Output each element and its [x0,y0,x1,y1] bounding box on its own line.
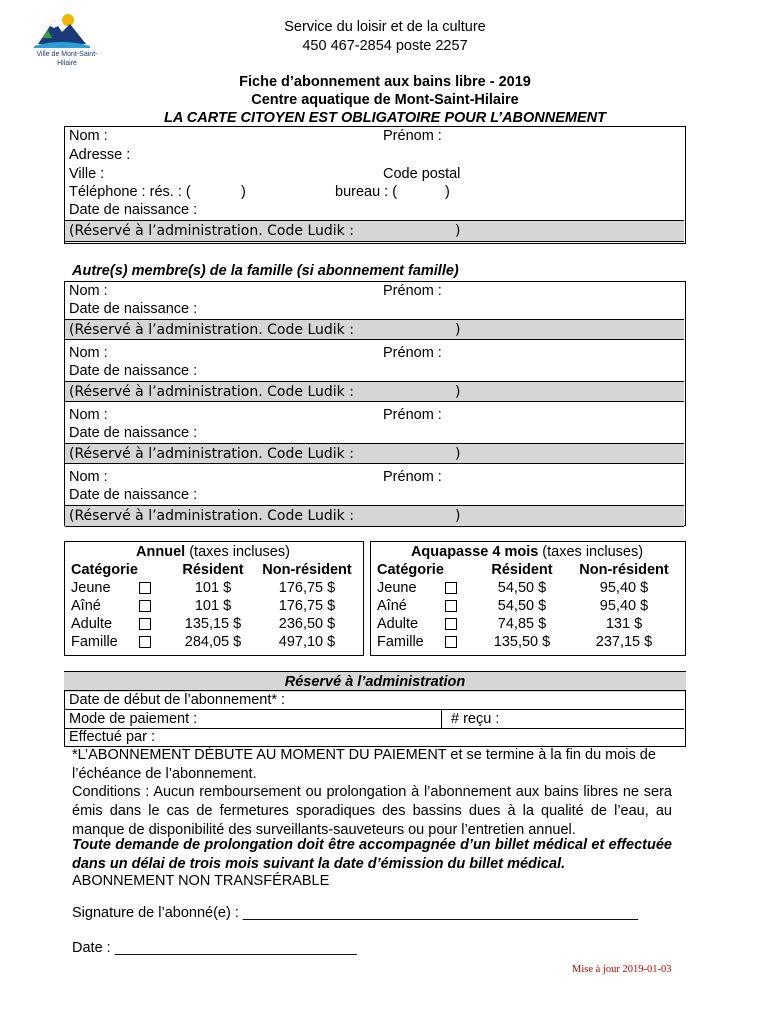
terms-non-transferable: ABONNEMENT NON TRANSFÉRABLE [72,873,330,889]
aquapasse-header-res: Résident [491,562,553,578]
category-checkbox[interactable] [445,582,457,594]
price-resident: 101 $ [194,598,232,614]
price-nonresident: 176,75 $ [278,580,336,596]
price-nonresident: 497,10 $ [278,634,336,650]
price-category-label: Jeune [71,580,111,596]
aquapasse-header-nonres: Non-résident [579,562,669,578]
category-checkbox[interactable] [445,636,457,648]
logo-caption: Ville de Mont-Saint-Hilaire [36,51,98,67]
adresse-label: Adresse : [69,147,131,163]
price-row [375,633,679,651]
price-resident: 54,50 $ [497,580,547,596]
price-category [69,615,169,633]
admin-heading: Réservé à l’administration [64,671,686,692]
member-prenom-label: Prénom : [383,283,442,299]
price-category-label: Famille [377,634,424,650]
price-nonresident: 237,15 $ [595,634,653,650]
category-checkbox[interactable] [139,636,151,648]
category-checkbox[interactable] [139,600,151,612]
member-naissance-label: Date de naissance : [69,301,198,317]
member-reserve-row [65,381,684,402]
category-checkbox[interactable] [445,600,457,612]
admin-mode-label: Mode de paiement : [69,711,198,727]
annuel-header-res: Résident [182,562,244,578]
price-nonresident: 176,75 $ [278,598,336,614]
update-date: Mise à jour 2019-01-03 [572,964,672,975]
terms-prolongation: Toute demande de prolongation doit être accompagnée d’un billet médical et effectuée dans un délai de trois mois suivant la date d’émission du billet médical. [72,837,672,872]
price-category-label: Adulte [71,616,113,632]
category-checkbox[interactable] [139,582,151,594]
price-category-label: Famille [71,634,118,650]
annuel-header-cat: Catégorie [71,562,138,578]
price-resident: 284,05 $ [184,634,242,650]
admin-debut-label: Date de début de l’abonnement* : [69,692,286,708]
price-category [69,597,169,615]
form-titles [0,73,770,127]
title-line-3: LA CARTE CITOYEN EST OBLIGATOIRE POUR L’ABONNEMENT [163,110,606,126]
price-resident: 101 $ [194,580,232,596]
price-row [69,579,357,597]
service-phone: 450 467-2854 poste 2257 [302,38,468,54]
member-prenom-label: Prénom : [383,345,442,361]
member-prenom-label: Prénom : [383,407,442,423]
member-reserve-row [65,443,684,464]
price-row [69,597,357,615]
member-reserve-label: (Réservé à l’administration. Code Ludik : [69,384,354,400]
telephone-close: ) [241,184,246,200]
annuel-header-nonres: Non-résident [262,562,352,578]
price-row [69,615,357,633]
ville-label: Ville : [69,166,105,182]
member-reserve-close: ) [455,508,461,524]
aquapasse-header-cat: Catégorie [377,562,444,578]
price-category-label: Aîné [71,598,101,614]
category-checkbox[interactable] [445,618,457,630]
bureau-label: bureau : ( [335,184,398,200]
price-category [69,579,169,597]
code-postal-label: Code postal [383,166,461,182]
title-line-2: Centre aquatique de Mont-Saint-Hilaire [251,92,519,108]
member-naissance-label: Date de naissance : [69,425,198,441]
price-row [69,633,357,651]
terms-conditions: Conditions : Aucun remboursement ou prolongation à l’abonnement aux bains libres ne sera émis dans le cas de fermetures sporadiques des bassins dues à la qualité de l’eau, au manque de disponibilité des surveillants-sauveteurs ou pour l’entretien annuel. [72,784,672,838]
price-category-label: Adulte [377,616,419,632]
price-category [375,633,475,651]
aquapasse-box [370,541,686,656]
price-row [375,579,679,597]
header-service [0,18,770,56]
member-nom-label: Nom : [69,469,108,485]
reserve-row [65,220,684,242]
price-row [375,615,679,633]
member-reserve-row [65,319,684,340]
member-reserve-close: ) [455,446,461,462]
reserve-label: (Réservé à l’administration. Code Ludik : [69,223,354,239]
member-reserve-label: (Réservé à l’administration. Code Ludik : [69,508,354,524]
nom-label: Nom : [69,128,108,144]
member-reserve-close: ) [455,384,461,400]
terms-start: *L’ABONNEMENT DÉBUTE AU MOMENT DU PAIEMENT et se termine à la fin du mois de l’échéance de l’abonnement. [72,747,656,782]
member-reserve-label: (Réservé à l’administration. Code Ludik : [69,446,354,462]
member-nom-label: Nom : [69,345,108,361]
price-resident: 135,15 $ [184,616,242,632]
naissance-label: Date de naissance : [69,202,198,218]
annuel-title: Annuel (taxes incluses) [136,544,290,560]
family-form-box [64,281,686,526]
price-resident: 74,85 $ [497,616,547,632]
price-category [375,579,475,597]
signature-line[interactable]: Signature de l’abonné(e) : _________________________________________________ [72,905,639,921]
bureau-close: ) [445,184,450,200]
price-category-label: Aîné [377,598,407,614]
price-category [69,633,169,651]
price-resident: 54,50 $ [497,598,547,614]
member-reserve-label: (Réservé à l’administration. Code Ludik : [69,322,354,338]
date-line[interactable]: Date : ______________________________ [72,940,357,956]
member-nom-label: Nom : [69,407,108,423]
reserve-close: ) [455,223,461,239]
annuel-box [64,541,364,656]
price-nonresident: 131 $ [605,616,643,632]
admin-divider-2 [65,728,684,729]
admin-box [64,690,686,747]
category-checkbox[interactable] [139,618,151,630]
member-prenom-label: Prénom : [383,469,442,485]
price-category-label: Jeune [377,580,417,596]
admin-recu-label: # reçu : [451,711,500,727]
annuel-table [69,543,357,651]
member-naissance-label: Date de naissance : [69,487,198,503]
aquapasse-title: Aquapasse 4 mois (taxes incluses) [410,544,644,560]
admin-divider-v [441,709,442,728]
member-reserve-row [65,505,684,527]
title-line-1: Fiche d’abonnement aux bains libre - 2019 [239,74,531,90]
aquapasse-table [375,543,679,651]
price-resident: 135,50 $ [493,634,551,650]
member-nom-label: Nom : [69,283,108,299]
price-row [375,597,679,615]
member-naissance-label: Date de naissance : [69,363,198,379]
admin-effectue-label: Effectué par : [69,729,155,745]
price-nonresident: 95,40 $ [599,598,649,614]
service-name: Service du loisir et de la culture [284,19,486,35]
price-nonresident: 236,50 $ [278,616,336,632]
main-form-box [64,126,686,244]
prenom-label: Prénom : [383,128,442,144]
telephone-label: Téléphone : rés. : ( [69,184,191,200]
price-category [375,615,475,633]
price-category [375,597,475,615]
family-heading: Autre(s) membre(s) de la famille (si abonnement famille) [72,263,459,279]
member-reserve-close: ) [455,322,461,338]
price-nonresident: 95,40 $ [599,580,649,596]
